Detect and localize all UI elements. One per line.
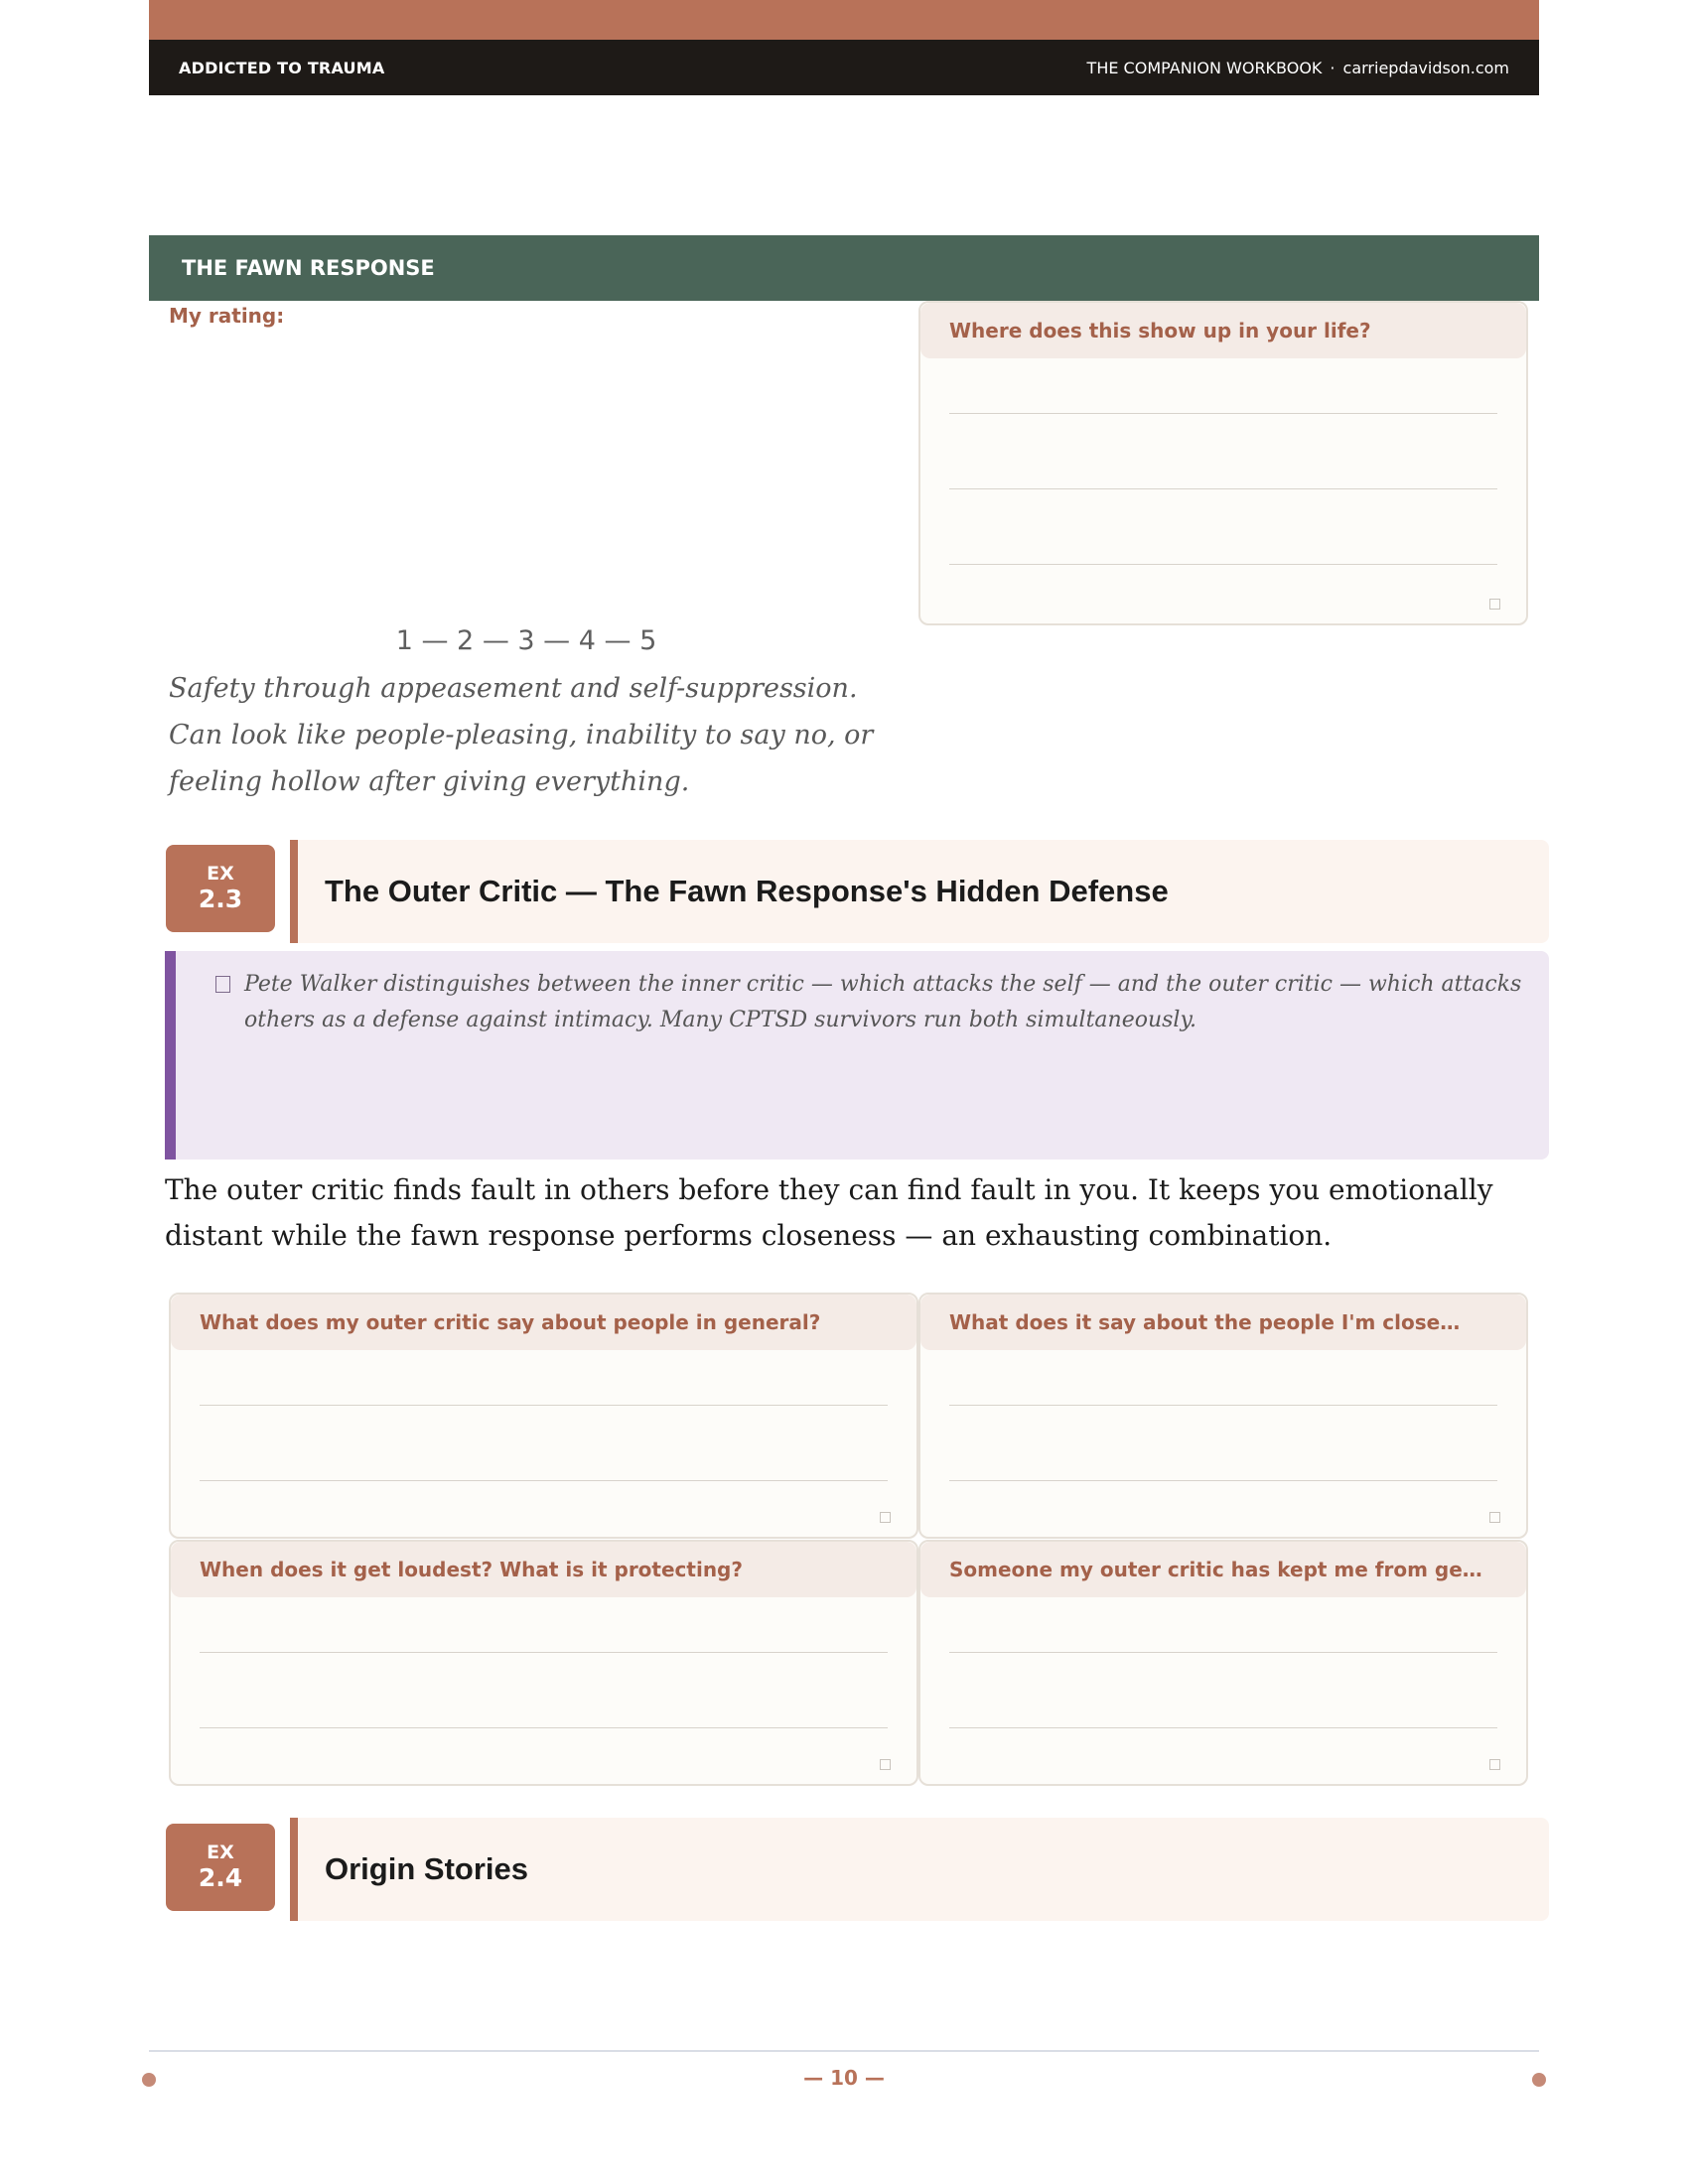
- rating-label: My rating:: [169, 304, 285, 328]
- prompt-card-people-close: [918, 1293, 1528, 1539]
- checkbox-icon[interactable]: [1489, 1759, 1500, 1770]
- prompt-card-header: When does it get loudest? What is it protecting?: [171, 1542, 916, 1597]
- exercise-title-2-3: The Outer Critic — The Fawn Response's Hidden Defense: [290, 840, 1549, 943]
- rating-scale[interactable]: 1 — 2 — 3 — 4 — 5: [395, 625, 657, 656]
- quote-text: Pete Walker distinguishes between the inner critic — which attacks the self — and the outer critic — which attacks others as a defense against intimacy. Many CPTSD survivors run both simultaneously.: [244, 972, 1522, 1032]
- prompt-card-header: Someone my outer critic has kept me from ge…: [920, 1542, 1526, 1597]
- checkbox-icon[interactable]: [880, 1512, 891, 1523]
- exercise-badge-2-3: [166, 845, 275, 932]
- exercise-title-2-4: Origin Stories: [290, 1818, 1549, 1921]
- writing-line[interactable]: [200, 1405, 888, 1406]
- writing-line[interactable]: [949, 488, 1497, 489]
- writing-line[interactable]: [200, 1480, 888, 1481]
- prompt-card-header: What does it say about the people I'm close…: [920, 1295, 1526, 1350]
- running-header: [149, 40, 1539, 95]
- exercise-badge-number: 2.4: [198, 1863, 243, 1892]
- quote-callout: [165, 951, 1549, 1160]
- prompt-card-loudest: [169, 1540, 918, 1786]
- prompt-card-header: What does my outer critic say about people in general?: [171, 1295, 916, 1350]
- writing-line[interactable]: [949, 1652, 1497, 1653]
- prompt-card-kept-from: [918, 1540, 1528, 1786]
- quote-icon: [215, 976, 230, 993]
- website-link[interactable]: carriepdavidson.com: [1342, 58, 1509, 77]
- writing-line[interactable]: [949, 1405, 1497, 1406]
- checkbox-icon[interactable]: [1489, 599, 1500, 610]
- writing-line[interactable]: [949, 1480, 1497, 1481]
- writing-line[interactable]: [949, 413, 1497, 414]
- header-separator: ·: [1330, 58, 1336, 77]
- exercise-badge-label: EX: [207, 1842, 234, 1863]
- page-number: — 10 —: [803, 2066, 885, 2090]
- prompt-card-header: Where does this show up in your life?: [920, 303, 1526, 358]
- checkbox-icon[interactable]: [1489, 1512, 1500, 1523]
- writing-line[interactable]: [949, 1727, 1497, 1728]
- section-title-fawn-response: THE FAWN RESPONSE: [149, 235, 1539, 301]
- footer-rule: [149, 2050, 1539, 2052]
- exercise-badge-number: 2.3: [198, 885, 243, 913]
- header-right: [1087, 59, 1509, 77]
- checkbox-icon[interactable]: [880, 1759, 891, 1770]
- fawn-description: Safety through appeasement and self-suppression. Can look like people-pleasing, inability to say no, or feeling hollow after giving everything.: [169, 673, 874, 797]
- prompt-card-outer-critic-general: [169, 1293, 918, 1539]
- writing-line[interactable]: [200, 1727, 888, 1728]
- workbook-label: THE COMPANION WORKBOOK: [1086, 58, 1323, 77]
- exercise-badge-label: EX: [207, 863, 234, 885]
- exercise-badge-2-4: [166, 1824, 275, 1911]
- writing-line[interactable]: [949, 564, 1497, 565]
- top-color-band: [149, 0, 1539, 40]
- writing-line[interactable]: [200, 1652, 888, 1653]
- book-title: ADDICTED TO TRAUMA: [179, 58, 385, 77]
- exercise-body-text: The outer critic finds fault in others before they can find fault in you. It keeps you emotionally distant while the fawn response performs closeness — an exhausting combination.: [165, 1173, 1493, 1252]
- prompt-card-where-show-up: [918, 301, 1528, 625]
